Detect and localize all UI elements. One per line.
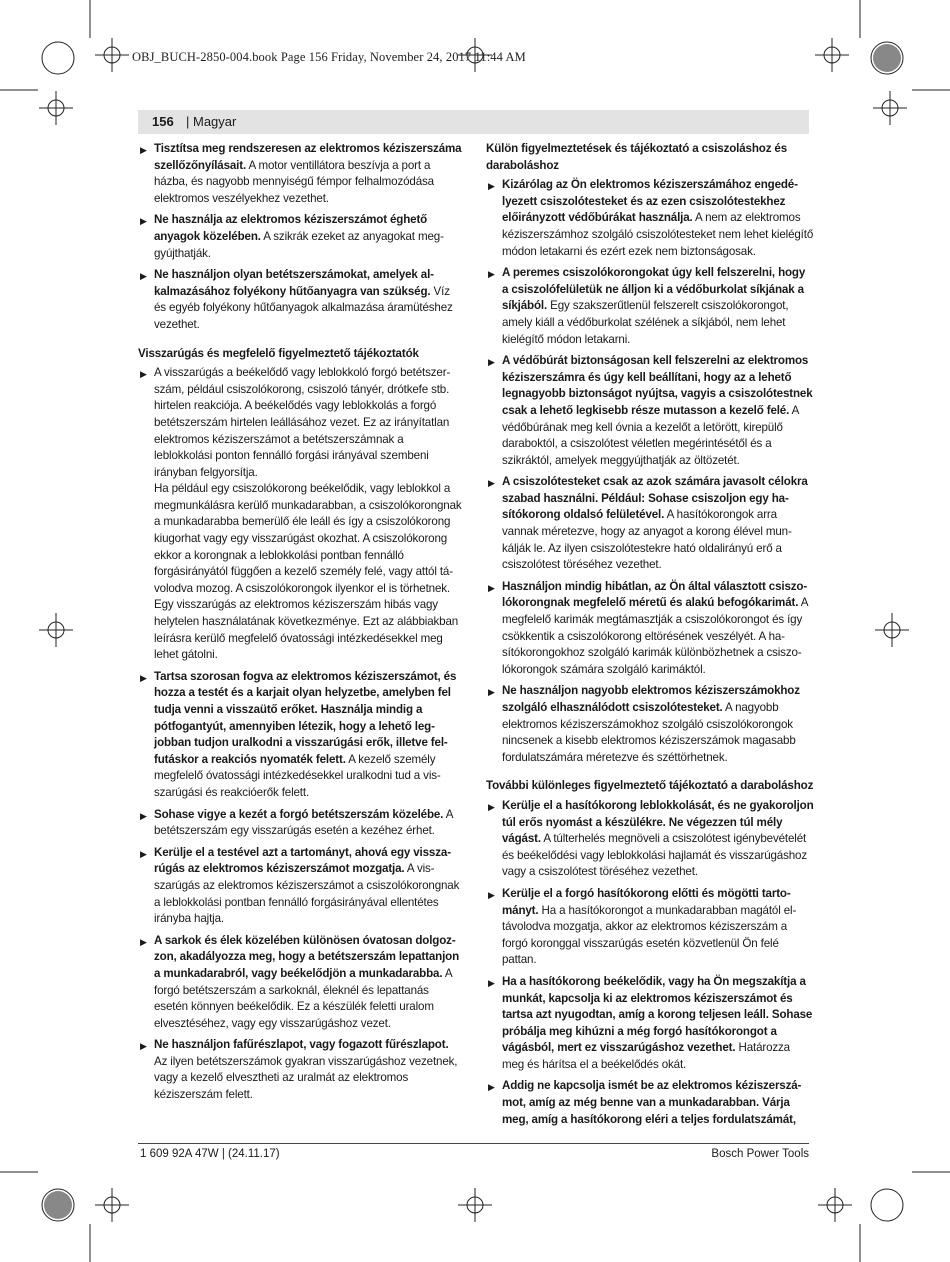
section-heading-kickback: Visszarúgás és megfelelő figyelmeztető tájékoztatók bbox=[138, 346, 419, 360]
list-item: ▶ Ha a hasítókorong beékelődik, vagy ha Ön megszakítja a munkát, kapcsolja ki az elektromos kéziszerszámot és tartsa azt nyugodtan, amíg a korong teljesen leáll. Sohase próbálja meg kihúzni a még forgó hasítókorongot a vágásból, mert ez visszarúgáshoz vezethet. Határozza meg és hárítsa el a beékelődés okát. bbox=[488, 974, 813, 1071]
list-item: ▶ Ne használjon olyan betétszerszámokat, amelyek alkalmazásához folyékony hűtőanyagra van szükség. Víz és egyéb folyékony hűtőanyagok alkalmazása áramütéshez vezethet. bbox=[140, 268, 453, 331]
list-item: ▶ A csiszolótesteket csak az azok számára javasolt célokra szabad használni. Például: Sohase csiszoljon egy hasítókorong oldalsó felületével. A hasítókorongok arra vannak méretezve, hogy az anyagot a korong élével munkálják le. Az ilyen csiszolótestekre ható oldalirányú erő a csiszolótest töréséhez vezethet. bbox=[488, 475, 808, 572]
right-column bbox=[486, 141, 814, 1133]
list-item: ▶ A védőbúrát biztonságosan kell felszerelni az elektromos kéziszerszámra és úgy kell beállítani, hogy az a lehető legnagyobb biztonságot nyújtsa, vagyis a csiszolótestnek csak a lehető legkisebb része mutasson a kezelő felé. A védőbúrának meg kell óvnia a kezelőt a letörött, kirepülő daraboktól, a csiszolótest véletlen megérintésétől és a szikráktól, amelyek meggyújthatják az öltözetét. bbox=[488, 354, 813, 467]
list-item: ▶ Ne használjon nagyobb elektromos kéziszerszámokhoz szolgáló elhasználódott csiszolótesteket. A nagyobb elektromos kéziszerszámokhoz szolgáló csiszolókorongok nincsenek a kisebb elektromos kéziszerszámok magasabb fordulatszámára méretezve és széttörhetnek. bbox=[488, 684, 800, 764]
list-item-kickback: ▶ A visszarúgás a beékelődő vagy leblokkoló forgó betétszerszám, például csiszolókorong, csiszoló tányér, drótkefe stb. hirtelen reakciója. A beékelődés vagy leblokkolás a forgó betétszerszám hirtelen leállásához vezet. Ez az irányítatlan elektromos kéziszerszámot a betétszerszámnak a leblokkolási ponton fennálló forgási irányával szembeni irányban felgyorsítja. Ha például egy csiszolókorong beékelődik, vagy leblokkol a megmunkálásra kerülő munkadarabban, a csiszolókorongnak a munkadarabba bemerülő éle leáll és így a csiszolókorong kiugorhat vagy egy visszarúgást okozhat. A csiszolókorong ekkor a korongnak a leblokkolási pontban fennálló forgásirányától függően a kezelő személy felé, vagy attól távolodva mozog. A csiszolókorongok ilyenkor el is törhetnek. Egy visszarúgás az elektromos kéziszerszám hibás vagy helytelen használatának következménye. Ezt az alábbiakban leírásra kerülő megfelelő óvatossági intézkedésekkel meg lehet gátolni. bbox=[140, 366, 462, 662]
left-column bbox=[138, 141, 464, 1109]
list-item: ▶ Kerülje el a testével azt a tartományt, ahová egy visszarúgás az elektromos kéziszerszámot mozgatja. A visszarúgás az elektromos kéziszerszámot a csiszolókorongnak a leblokkolási pontban fennálló forgásirányával ellentétes irányba hajtja. bbox=[140, 845, 460, 926]
list-item: ▶ Használjon mindig hibátlan, az Ön által választott csiszolókorongnak megfelelő méretű és alakú befogókarimát. A megfelelő karimák megtámasztják a csiszolókorongot és így csökkentik a csiszolókorong eltörésének veszélyét. A hasítókorongokhoz szolgáló karimák különbözhetnek a csiszolókorongok számára szolgáló karimáktól. bbox=[488, 579, 808, 676]
page-number: 156 bbox=[152, 114, 174, 129]
list-item: ▶ A sarkok és élek közelében különösen óvatosan dolgozzon, akadályozza meg, hogy a betétszerszám lepattanjon a munkadarabról, vagy beékelődjön a munkadarabba. A forgó betétszerszám a sarkoknál, éleknél és lepattanás esetén könnyen beékelődik. Ez a készülék feletti uralom elvesztéséhez, vagy egy visszarúgáshoz vezet. bbox=[140, 933, 460, 1030]
list-item: ▶ Ne használja az elektromos kéziszerszámot éghető anyagok közelében. A szikrák ezeket az anyagokat meggyújthatják. bbox=[140, 213, 444, 260]
list-item: ▶ Tisztítsa meg rendszeresen az elektromos kéziszerszáma szellőzőnyílásait. A motor ventillátora beszívja a port a házba, és nagyobb mennyiségű fémpor felhalmozódása elektromos veszélyekhez vezethet. bbox=[140, 142, 462, 205]
footer-divider bbox=[138, 1143, 809, 1144]
list-item: ▶ Sohase vigye a kezét a forgó betétszerszám közelébe. A betétszerszám egy visszarúgás esetén a kezéhez érhet. bbox=[140, 807, 453, 838]
section-heading-cutting: További különleges figyelmeztető tájékoztató a daraboláshoz bbox=[486, 779, 814, 793]
page-header bbox=[138, 110, 809, 134]
section-label: | Magyar bbox=[186, 114, 237, 129]
footer-doc-id: 1 609 92A 47W | (24.11.17) bbox=[140, 1148, 280, 1160]
list-item: ▶ Tartsa szorosan fogva az elektromos kéziszerszámot, és hozza a testét és a karjait olyan helyzetbe, amelyben fel tudja venni a visszaütő erőket. Használja mindig a pótfogantyút, amennyiben létezik, hogy a lehető legjobban tudjon uralkodni a visszarúgási erők, illetve felfutáskor a reakciós nyomaték felett. A kezelő személy megfelelő óvatossági intézkedésekkel uralkodni tud a visszarúgási és reakcióerők felett. bbox=[140, 669, 457, 799]
footer-brand: Bosch Power Tools bbox=[711, 1148, 809, 1160]
book-info-line: OBJ_BUCH-2850-004.book Page 156 Friday, November 24, 2017 11:44 AM bbox=[132, 50, 526, 64]
list-item: ▶ Kizárólag az Ön elektromos kéziszerszámához engedélyezett csiszolótesteket és az ezen csiszolótestekhez előirányzott védőbúrákat használja. A nem az elektromos kéziszerszámhoz szolgáló csiszolótesteket nem lehet kielégítő módon letakarni és ezért ezek nem biztonságosak. bbox=[488, 178, 814, 258]
list-item: ▶ A peremes csiszolókorongokat úgy kell felszerelni, hogy a csiszolófelületük ne álljon ki a védőburkolat síkjának a síkjából. Egy szakszerűtlenül felszerelt csiszolókorongot, amely kiáll a védőburkolat szélének a síkjából, nem lehet kielégítő módon letakarni. bbox=[488, 266, 806, 346]
list-item: ▶ Kerülje el a hasítókorong leblokkolását, és ne gyakoroljon túl erős nyomást a készülékre. Ne végezzen túl mély vágást. A túlterhelés megnöveli a csiszolótest igénybevételét és beékelődési vagy leblokkolási hajlamát és visszarúgáshoz vagy a csiszolótest töréséhez vezethet. bbox=[488, 798, 814, 879]
section-heading-grinding: Külön figyelmeztetések és tájékoztató a csiszoláshoz és daraboláshoz bbox=[486, 142, 788, 172]
list-item: ▶ Ne használjon fafűrészlapot, vagy fogazott fűrészlapot. Az ilyen betétszerszámok gyakran visszarúgáshoz vezetnek, vagy a kezelő elvesztheti az uralmát az elektromos kéziszerszám felett. bbox=[140, 1038, 458, 1102]
list-item: ▶ Kerülje el a forgó hasítókorong előtti és mögötti tartományt. Ha a hasítókorongot a munkadarabban magától eltávolodva mozgatja, akkor az elektromos kéziszerszám a forgó koronggal visszarúgás esetén közvetlenül Ön felé pattan. bbox=[488, 886, 797, 967]
list-item: ▶ Addig ne kapcsolja ismét be az elektromos kéziszerszámot, amíg az még benne van a munkadarabban. Várja meg, amíg a hasítókorong eléri a teljes fordulatszámát, bbox=[488, 1079, 802, 1126]
